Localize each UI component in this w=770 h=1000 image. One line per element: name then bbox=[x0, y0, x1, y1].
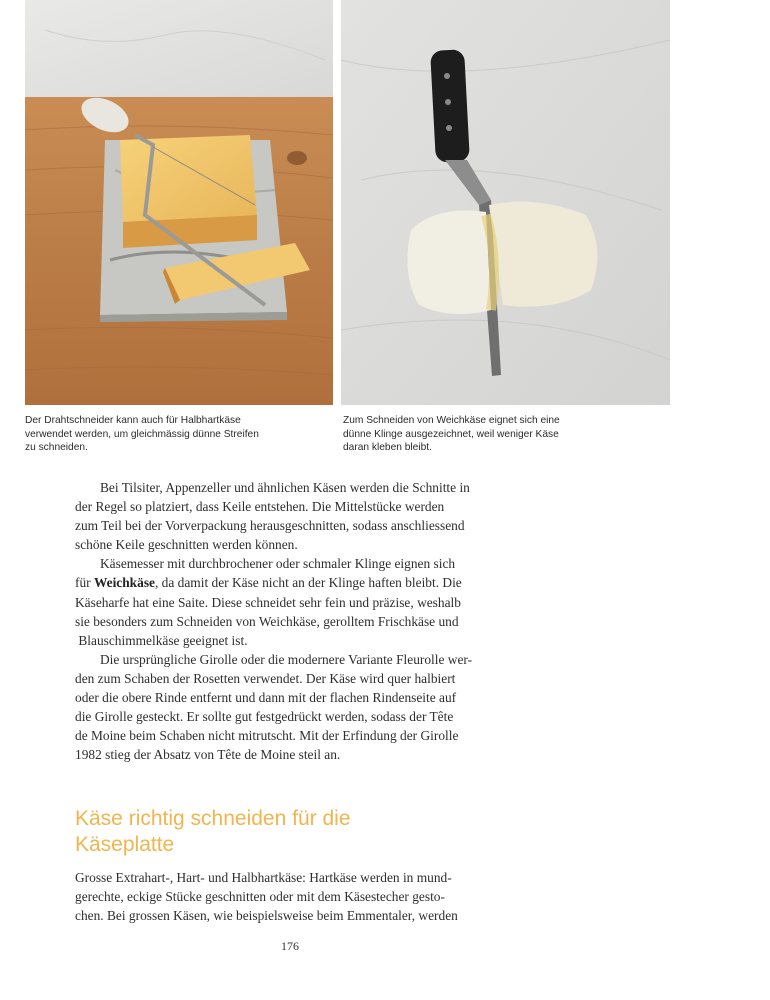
caption-left bbox=[25, 414, 300, 455]
paragraph-2 bbox=[75, 554, 507, 649]
text-line bbox=[75, 573, 507, 592]
text-line: Bei Tilsiter, Appenzeller und ähnlichen Käsen werden die Schnitte in bbox=[100, 480, 470, 495]
text-line: zum Teil bei der Vorverpackung herausgeschnitten, sodass anschliessend bbox=[75, 518, 465, 534]
photo-wire-cheese-cutter bbox=[25, 0, 333, 405]
text-line: de Moine beim Schaben nicht mitrutscht. Mit der Erfindung der Girolle bbox=[75, 728, 459, 744]
text-line: den zum Schaben der Rosetten verwendet. Der Käse wird quer halbiert bbox=[75, 670, 456, 686]
text-line: Blauschimmelkäse geeignet ist. bbox=[75, 632, 248, 648]
paragraph-1 bbox=[75, 478, 507, 554]
text-fragment: , da damit der Käse nicht an der Klinge haften bleibt. Die bbox=[154, 575, 462, 591]
text-line: Käseharfe hat eine Saite. Diese schneidet sehr fein und präzise, weshalb bbox=[75, 594, 461, 610]
text-fragment: für bbox=[75, 575, 94, 591]
text-line: Grosse Extrahart-, Hart- und Halbhartkäse: Hartkäse werden in mund- bbox=[75, 870, 452, 885]
text-line: gerechte, eckige Stücke geschnitten oder mit dem Käsestecher gesto- bbox=[75, 889, 445, 905]
caption-left-line: Der Drahtschneider kann auch für Halbhartkäse bbox=[25, 415, 241, 426]
caption-left-line: verwendet werden, um gleichmässig dünne Streifen bbox=[25, 428, 259, 440]
photo-soft-cheese-knife bbox=[341, 0, 670, 405]
page-number: 176 bbox=[281, 939, 299, 953]
caption-right-line: Zum Schneiden von Weichkäse eignet sich eine bbox=[343, 415, 560, 426]
text-line: schöne Keile geschnitten werden können. bbox=[75, 537, 298, 553]
caption-left-line: zu schneiden. bbox=[25, 442, 88, 453]
text-line: oder die obere Rinde entfernt und dann mit der flachen Rindenseite auf bbox=[75, 690, 457, 706]
section-heading-line: Käse richtig schneiden für die bbox=[75, 807, 351, 830]
section-heading bbox=[75, 806, 495, 858]
text-line: sie besonders zum Schneiden von Weichkäse, gerolltem Frischkäse und bbox=[75, 613, 459, 629]
text-line: chen. Bei grossen Käsen, wie beispielsweise beim Emmentaler, werden bbox=[75, 908, 458, 924]
caption-right bbox=[343, 414, 603, 455]
bold-term-weichkaese: Weichkäse bbox=[93, 575, 155, 591]
body-paragraphs bbox=[75, 478, 507, 764]
text-line: Käsemesser mit durchbrochener oder schmaler Klinge eignen sich bbox=[100, 556, 456, 572]
paragraph-3 bbox=[75, 650, 507, 765]
text-line: 1982 stieg der Absatz von Tête de Moine steil an. bbox=[75, 747, 341, 763]
section-body bbox=[75, 868, 507, 925]
caption-right-line: daran kleben bleibt. bbox=[343, 442, 432, 453]
text-line: der Regel so platziert, dass Keile entstehen. Die Mittelstücke werden bbox=[75, 499, 445, 515]
section-heading-line: Käseplatte bbox=[75, 833, 175, 856]
text-line: Die ursprüngliche Girolle oder die modernere Variante Fleurolle wer- bbox=[100, 651, 473, 667]
text-line: die Girolle gesteckt. Er sollte gut festgedrückt werden, sodass der Tête bbox=[75, 709, 454, 725]
caption-right-line: dünne Klinge ausgezeichnet, weil weniger Käse bbox=[343, 428, 559, 440]
